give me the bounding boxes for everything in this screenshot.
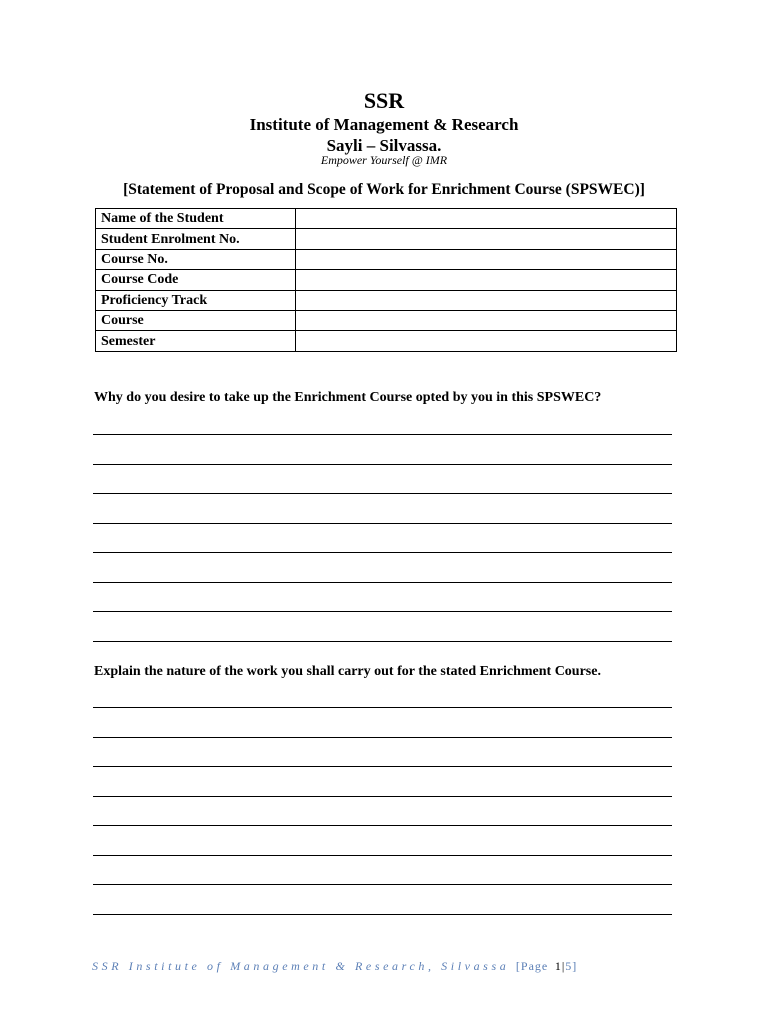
statement-heading: [Statement of Proposal and Scope of Work for Enrichment Course (SPSWEC)] <box>123 181 645 198</box>
table-row <box>96 331 677 351</box>
row-label: Semester <box>96 331 296 351</box>
student-info-table <box>95 208 677 352</box>
answer-line[interactable] <box>93 884 672 885</box>
row-value-field[interactable] <box>296 209 677 229</box>
footer-page-separator: | <box>561 959 566 973</box>
footer-page-total: 5] <box>565 959 578 973</box>
table-row <box>96 209 677 229</box>
answer-line[interactable] <box>93 825 672 826</box>
table-row <box>96 270 677 290</box>
row-value-field[interactable] <box>296 229 677 249</box>
answer-line[interactable] <box>93 766 672 767</box>
answer-line[interactable] <box>93 464 672 465</box>
footer-page-current: 1 <box>554 959 562 973</box>
tagline: Empower Yourself @ IMR <box>320 153 448 167</box>
row-value-field[interactable] <box>296 270 677 290</box>
answer-line[interactable] <box>93 707 672 708</box>
row-label: Course No. <box>96 249 296 269</box>
answer-line[interactable] <box>93 523 672 524</box>
answer-line[interactable] <box>93 641 672 642</box>
answer-line[interactable] <box>93 582 672 583</box>
table-row <box>96 290 677 310</box>
row-value-field[interactable] <box>296 249 677 269</box>
row-label: Course <box>96 310 296 330</box>
table-row <box>96 249 677 269</box>
table-row <box>96 310 677 330</box>
institute-name: Institute of Management & Research <box>249 115 519 134</box>
page-title: SSR <box>363 88 405 113</box>
row-label: Student Enrolment No. <box>96 229 296 249</box>
answer-line[interactable] <box>93 855 672 856</box>
page-footer <box>92 958 577 974</box>
footer-institute-text: SSR Institute of Management & Research, Silvassa <box>92 959 510 973</box>
row-label: Name of the Student <box>96 209 296 229</box>
row-label: Proficiency Track <box>96 290 296 310</box>
institute-location: Sayli – Silvassa. <box>326 136 442 155</box>
row-label: Course Code <box>96 270 296 290</box>
answer-line[interactable] <box>93 493 672 494</box>
row-value-field[interactable] <box>296 310 677 330</box>
row-value-field[interactable] <box>296 290 677 310</box>
row-value-field[interactable] <box>296 331 677 351</box>
answer-line[interactable] <box>93 552 672 553</box>
answer-line[interactable] <box>93 434 672 435</box>
question-why-course: Why do you desire to take up the Enrichment Course opted by you in this SPSWEC? <box>94 390 602 405</box>
question-nature-of-work: Explain the nature of the work you shall carry out for the stated Enrichment Course. <box>94 664 601 679</box>
answer-line[interactable] <box>93 796 672 797</box>
answer-line[interactable] <box>93 611 672 612</box>
answer-line[interactable] <box>93 914 672 915</box>
footer-page-prefix: [Page <box>515 959 549 973</box>
table-row <box>96 229 677 249</box>
answer-line[interactable] <box>93 737 672 738</box>
